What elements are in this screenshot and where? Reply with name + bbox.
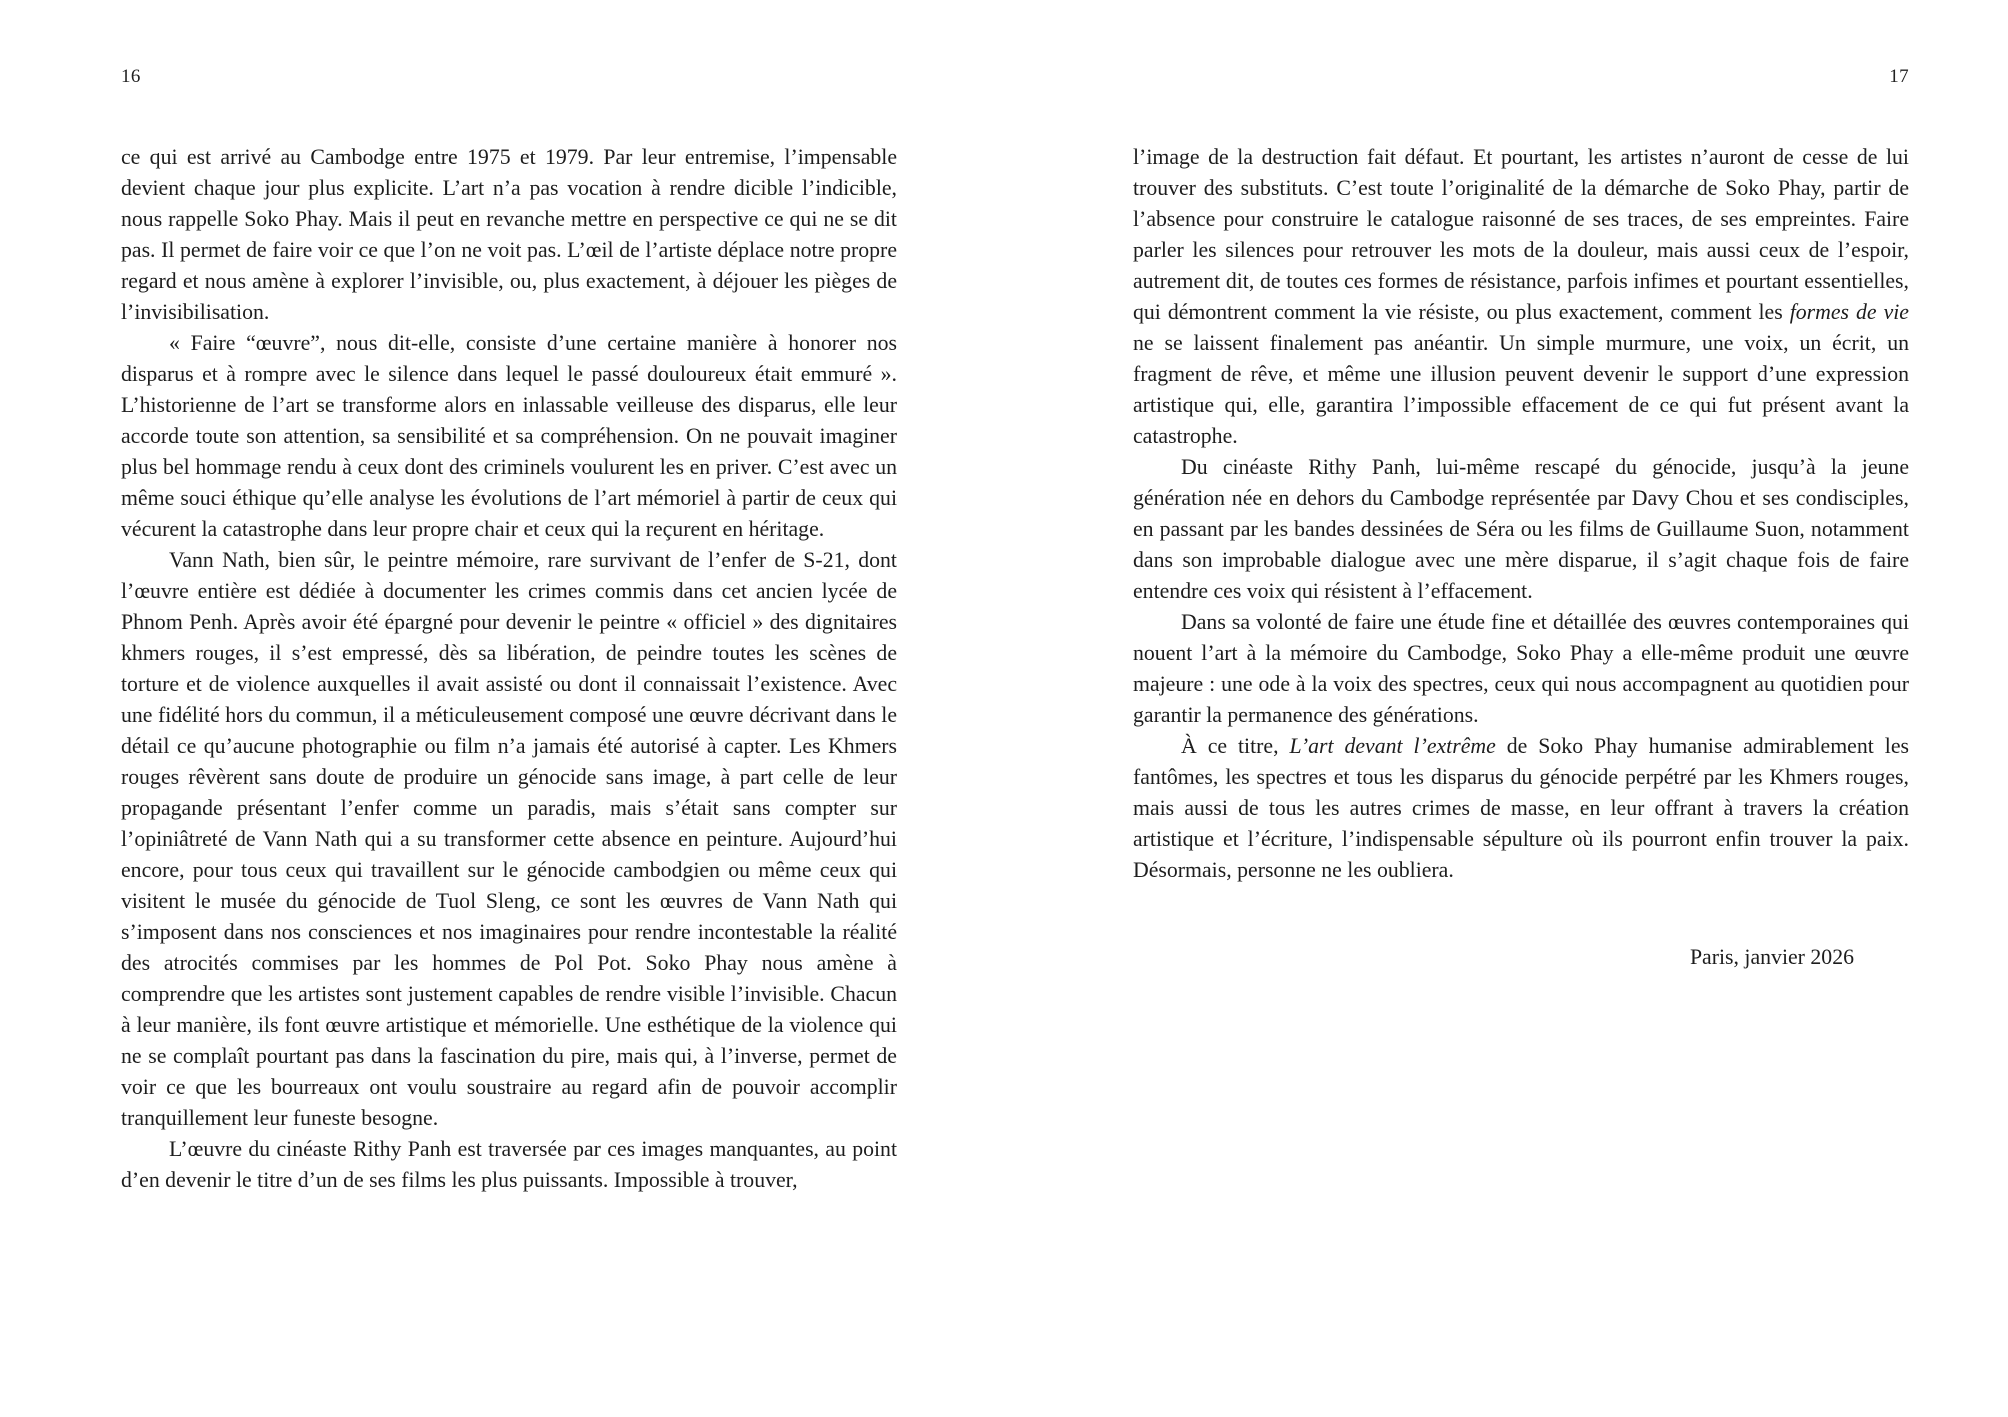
- paragraph-segment: À ce titre,: [1181, 734, 1290, 758]
- italic-phrase: L’art devant l’extrême: [1289, 734, 1496, 758]
- paragraph: ce qui est arrivé au Cambodge entre 1975 et 1979. Par leur entremise, l’impensable devient chaque jour plus explicite. L’art n’a pas vocation à rendre dicible l’indicible, nous rappelle Soko Phay. Mais il peut en revanche mettre en perspective ce qui ne se dit pas. Il permet de faire voir ce que l’on ne voit pas. L’œil de l’artiste déplace notre propre regard et nous amène à explorer l’invisible, ou, plus exactement, à déjouer les pièges de l’invisibilisation.: [121, 145, 897, 324]
- text-column-left: [121, 142, 897, 1196]
- paragraph-segment: de Soko Phay humanise admirablement les fantômes, les spectres et tous les disparus du génocide perpétré par les Khmers rouges, mais aussi de tous les autres crimes de masse, en leur offrant à travers la création artistique et l’écriture, l’indispensable sépulture où ils pourront enfin trouver la paix. Désormais, personne ne les oubliera.: [1133, 734, 1909, 882]
- paragraph: [1133, 142, 1909, 452]
- paragraph-segment: ne se laissent finalement pas anéantir. Un simple murmure, une voix, un écrit, un fragment de rêve, et même une illusion peuvent devenir le support d’une expression artistique qui, elle, garantira l’impossible effacement de ce qui fut présent avant la catastrophe.: [1133, 331, 1909, 448]
- paragraph: Du cinéaste Rithy Panh, lui-même rescapé du génocide, jusqu’à la jeune génération née en dehors du Cambodge représentée par Davy Chou et ses condisciples, en passant par les bandes dessinées de Séra ou les films de Guillaume Suon, notamment dans son improbable dialogue avec une mère disparue, il s’agit chaque fois de faire entendre ces voix qui résistent à l’effacement.: [1133, 455, 1909, 603]
- paragraph: [1133, 731, 1909, 886]
- dateline: Paris, janvier 2026: [1689, 945, 1854, 969]
- page-number-right: 17: [1889, 66, 1909, 87]
- italic-phrase: formes de vie: [1789, 300, 1909, 324]
- paragraph-segment: l’image de la destruction fait défaut. Et pourtant, les artistes n’auront de cesse de lui trouver des substituts. C’est toute l’originalité de la démarche de Soko Phay, partir de l’absence pour construire le catalogue raisonné de ses traces, de ses empreintes. Faire parler les silences pour retrouver les mots de la douleur, mais aussi ceux de l’espoir, autrement dit, de toutes ces formes de résistance, parfois infimes et pourtant essentielles, qui démontrent comment la vie résiste, ou plus exactement, comment les: [1133, 145, 1909, 324]
- text-column-right: [1133, 142, 1909, 973]
- paragraph: Dans sa volonté de faire une étude fine et détaillée des œuvres contemporaines qui nouent l’art à la mémoire du Cambodge, Soko Phay a elle-même produit une œuvre majeure : une ode à la voix des spectres, ceux qui nous accompagnent au quotidien pour garantir la permanence des générations.: [1133, 610, 1909, 727]
- page-number-left: 16: [121, 66, 141, 87]
- paragraph: L’œuvre du cinéaste Rithy Panh est traversée par ces images manquantes, au point d’en devenir le titre d’un de ses films les plus puissants. Impossible à trouver,: [121, 1137, 897, 1192]
- paragraph: Vann Nath, bien sûr, le peintre mémoire, rare survivant de l’enfer de S-21, dont l’œuvre entière est dédiée à documenter les crimes commis dans cet ancien lycée de Phnom Penh. Après avoir été épargné pour devenir le peintre « officiel » des dignitaires khmers rouges, il s’est empressé, dès sa libération, de peindre toutes les scènes de torture et de violence auxquelles il avait assisté ou dont il connaissait l’existence. Avec une fidélité hors du commun, il a méticuleusement composé une œuvre décrivant dans le détail ce qu’aucune photographie ou film n’a jamais été autorisé à capter. Les Khmers rouges rêvèrent sans doute de produire un génocide sans image, à part celle de leur propagande présentant l’enfer comme un paradis, mais s’était sans compter sur l’opiniâtreté de Vann Nath qui a su transformer cette absence en peinture. Aujourd’hui encore, pour tous ceux qui travaillent sur le génocide cambodgien ou même ceux qui visitent le musée du génocide de Tuol Sleng, ce sont les œuvres de Vann Nath qui s’imposent dans nos consciences et nos imaginaires pour rendre incontestable la réalité des atrocités commises par les hommes de Pol Pot. Soko Phay nous amène à comprendre que les artistes sont justement capables de rendre visible l’invisible. Chacun à leur manière, ils font œuvre artistique et mémorielle. Une esthétique de la violence qui ne se complaît pourtant pas dans la fascination du pire, mais qui, à l’inverse, permet de voir ce que les bourreaux ont voulu soustraire au regard afin de pouvoir accomplir tranquillement leur funeste besogne.: [121, 548, 897, 1130]
- paragraph: « Faire “œuvre”, nous dit-elle, consiste d’une certaine manière à honorer nos disparus et à rompre avec le silence dans lequel le passé douloureux était emmuré ». L’historienne de l’art se transforme alors en inlassable veilleuse des disparus, elle leur accorde toute son attention, sa sensibilité et sa compréhension. On ne pouvait imaginer plus bel hommage rendu à ceux dont des criminels voulurent les en priver. C’est avec un même souci éthique qu’elle analyse les évolutions de l’art mémoriel à partir de ceux qui vécurent la catastrophe dans leur propre chair et ceux qui la reçurent en héritage.: [121, 331, 897, 541]
